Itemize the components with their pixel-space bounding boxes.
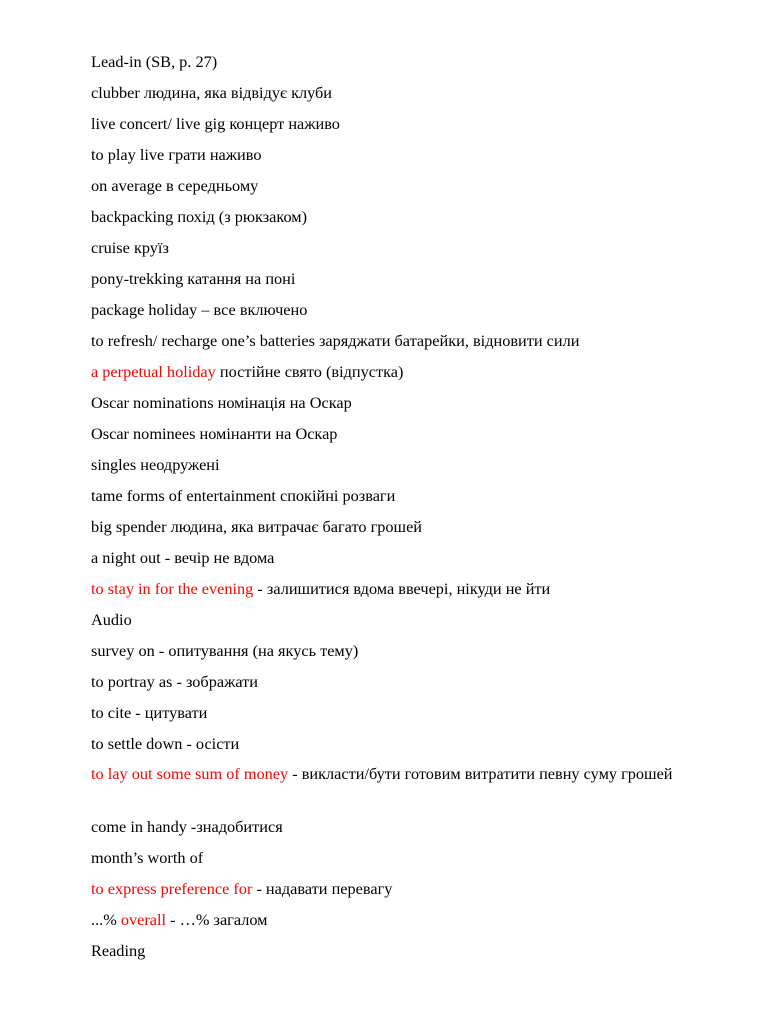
line-text: - надавати перевагу (252, 879, 393, 898)
section-heading-audio (91, 608, 721, 639)
line-text: cruise круїз (91, 238, 169, 257)
line-text: big spender людина, яка витрачає багато грошей (91, 517, 423, 536)
line-text: Lead-in (SB, p. 27) (91, 52, 218, 71)
vocab-line (91, 236, 721, 267)
line-text: - …% загалом (166, 910, 268, 929)
vocab-line (91, 763, 721, 815)
line-text: singles неодружені (91, 455, 220, 474)
line-text: - викласти/бути готовим витратити певну суму грошей (288, 764, 673, 783)
line-text: Oscar nominees номінанти на Оскар (91, 424, 338, 443)
vocab-line (91, 298, 721, 329)
vocab-line (91, 701, 721, 732)
vocab-line (91, 360, 721, 391)
vocab-line (91, 205, 721, 236)
section-heading-lead-in (91, 50, 721, 81)
vocab-line (91, 815, 721, 846)
line-text: to play live грати наживо (91, 145, 262, 164)
line-text: survey on - опитування (на якусь тему) (91, 641, 359, 660)
vocab-line (91, 546, 721, 577)
vocab-line (91, 670, 721, 701)
line-text: Audio (91, 610, 132, 629)
line-text: to portray as - зображати (91, 672, 258, 691)
line-text: live concert/ live gig концерт наживо (91, 114, 340, 133)
highlighted-term: overall (120, 910, 167, 929)
line-text: to cite - цитувати (91, 703, 208, 722)
line-text: month’s worth of (91, 848, 204, 867)
line-text: on average в середньому (91, 176, 259, 195)
line-text: backpacking похід (з рюкзаком) (91, 207, 308, 226)
vocabulary-document (91, 50, 721, 970)
line-text: to settle down - осісти (91, 734, 240, 753)
vocab-line (91, 908, 721, 939)
line-text: постійне свято (відпустка) (215, 362, 404, 381)
highlighted-term: to stay in for the evening (91, 579, 254, 598)
line-text: to refresh/ recharge one’s batteries заряджати батарейки, відновити сили (91, 331, 580, 350)
vocab-line (91, 174, 721, 205)
vocab-line (91, 267, 721, 298)
vocab-line (91, 143, 721, 174)
highlighted-term: to express preference for (91, 879, 253, 898)
line-text: Oscar nominations номінація на Оскар (91, 393, 352, 412)
vocab-line (91, 577, 721, 608)
line-text: pony-trekking катання на поні (91, 269, 296, 288)
vocab-line (91, 329, 721, 360)
vocab-line (91, 422, 721, 453)
line-text: tame forms of entertainment спокійні розваги (91, 486, 396, 505)
vocab-line (91, 81, 721, 112)
vocab-line (91, 391, 721, 422)
highlighted-term: a perpetual holiday (91, 362, 216, 381)
vocab-line (91, 732, 721, 763)
line-text: a night out - вечір не вдома (91, 548, 275, 567)
vocab-line (91, 515, 721, 546)
vocab-line (91, 639, 721, 670)
line-text: Reading (91, 941, 146, 960)
line-text: ...% (91, 910, 121, 929)
line-text: package holiday – все включено (91, 300, 308, 319)
vocab-line (91, 877, 721, 908)
vocab-line (91, 453, 721, 484)
section-heading-reading (91, 939, 721, 970)
vocab-line (91, 112, 721, 143)
line-text: - залишитися вдома ввечері, нікуди не йти (253, 579, 551, 598)
vocab-line (91, 484, 721, 515)
vocab-line (91, 846, 721, 877)
highlighted-term: to lay out some sum of money (91, 764, 289, 783)
line-text: come in handy -знадобитися (91, 817, 283, 836)
line-text: clubber людина, яка відвідує клуби (91, 83, 333, 102)
